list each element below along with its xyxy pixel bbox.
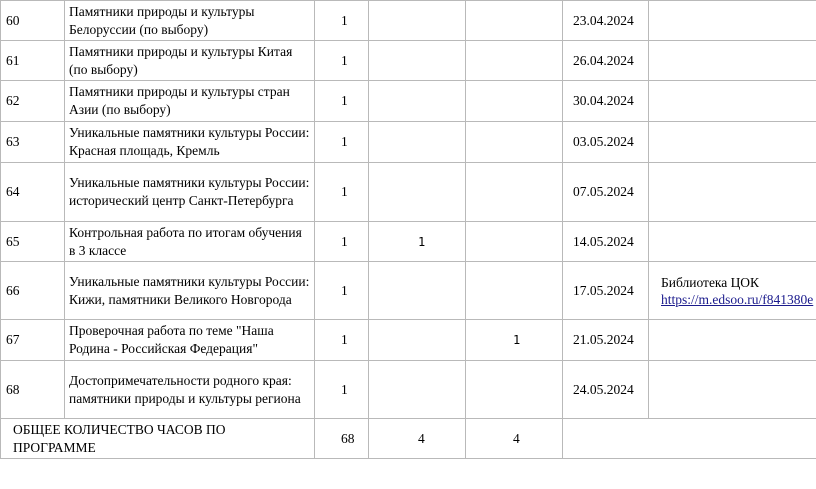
hours-cell: 1 — [315, 122, 369, 163]
hours-cell: 1 — [315, 41, 369, 81]
practical-work-cell — [466, 163, 563, 222]
lesson-number-cell: 60 — [1, 1, 65, 41]
table-row — [1, 320, 816, 361]
lesson-date-cell: 07.05.2024 — [563, 163, 649, 222]
table-body — [1, 1, 816, 459]
lesson-number-cell: 62 — [1, 81, 65, 122]
lesson-date-cell: 14.05.2024 — [563, 222, 649, 262]
total-empty-cell — [563, 419, 816, 459]
table-row — [1, 81, 816, 122]
hours-cell: 1 — [315, 81, 369, 122]
digital-resource-cell — [649, 320, 816, 361]
digital-resource-cell — [649, 1, 816, 41]
hours-cell: 1 — [315, 1, 369, 41]
lesson-date-cell: 03.05.2024 — [563, 122, 649, 163]
control-work-cell — [369, 262, 466, 320]
practical-work-cell — [466, 41, 563, 81]
lesson-date-cell: 17.05.2024 — [563, 262, 649, 320]
lesson-date-cell: 30.04.2024 — [563, 81, 649, 122]
digital-resource-cell — [649, 81, 816, 122]
digital-resource-cell — [649, 163, 816, 222]
hours-cell: 1 — [315, 320, 369, 361]
lesson-topic-cell: Уникальные памятники культуры России: исторический центр Санкт-Петербурга — [65, 163, 315, 222]
total-label: ОБЩЕЕ КОЛИЧЕСТВО ЧАСОВ ПО ПРОГРАММЕ — [1, 419, 315, 459]
practical-work-cell — [466, 122, 563, 163]
lesson-topic-cell: Достопримечательности родного края: памятники природы и культуры региона — [65, 361, 315, 419]
digital-resource-cell — [649, 222, 816, 262]
lesson-topic-cell: Уникальные памятники культуры России: Красная площадь, Кремль — [65, 122, 315, 163]
lesson-number-cell: 61 — [1, 41, 65, 81]
lesson-topic-cell: Контрольная работа по итогам обучения в 3 классе — [65, 222, 315, 262]
lesson-topic-cell: Памятники природы и культуры стран Азии (по выбору) — [65, 81, 315, 122]
lesson-date-cell: 21.05.2024 — [563, 320, 649, 361]
lesson-date-cell: 26.04.2024 — [563, 41, 649, 81]
digital-resource-cell — [649, 361, 816, 419]
total-row — [1, 419, 816, 459]
practical-work-cell — [466, 361, 563, 419]
lesson-topic-cell: Уникальные памятники культуры России: Кижи, памятники Великого Новгорода — [65, 262, 315, 320]
control-work-cell — [369, 163, 466, 222]
lesson-date-cell: 24.05.2024 — [563, 361, 649, 419]
hours-cell: 1 — [315, 222, 369, 262]
control-work-cell — [369, 361, 466, 419]
total-control-cell: 4 — [369, 419, 466, 459]
table-row — [1, 262, 816, 320]
hours-cell: 1 — [315, 262, 369, 320]
lesson-number-cell: 65 — [1, 222, 65, 262]
lesson-number-cell: 68 — [1, 361, 65, 419]
table-row — [1, 163, 816, 222]
control-work-cell: 1 — [369, 222, 466, 262]
control-work-cell — [369, 122, 466, 163]
control-work-cell — [369, 1, 466, 41]
lesson-topic-cell: Памятники природы и культуры Белоруссии (по выбору) — [65, 1, 315, 41]
resource-title: Библиотека ЦОК — [661, 274, 759, 290]
table-row — [1, 361, 816, 419]
lesson-number-cell: 67 — [1, 320, 65, 361]
hours-cell: 1 — [315, 163, 369, 222]
table-row — [1, 222, 816, 262]
table-row — [1, 122, 816, 163]
hours-cell: 1 — [315, 361, 369, 419]
practical-work-cell — [466, 1, 563, 41]
total-practical-cell: 4 — [466, 419, 563, 459]
control-work-cell — [369, 81, 466, 122]
resource-link[interactable]: https://m.edsoo.ru/f841380e — [661, 291, 814, 307]
practical-work-cell: 1 — [466, 320, 563, 361]
lesson-number-cell: 66 — [1, 262, 65, 320]
lesson-number-cell: 64 — [1, 163, 65, 222]
digital-resource-cell — [649, 122, 816, 163]
table-row — [1, 1, 816, 41]
practical-work-cell — [466, 222, 563, 262]
total-hours-cell: 68 — [315, 419, 369, 459]
practical-work-cell — [466, 262, 563, 320]
lesson-number-cell: 63 — [1, 122, 65, 163]
digital-resource-cell — [649, 41, 816, 81]
control-work-cell — [369, 320, 466, 361]
practical-work-cell — [466, 81, 563, 122]
control-work-cell — [369, 41, 466, 81]
lesson-topic-cell: Памятники природы и культуры Китая (по выбору) — [65, 41, 315, 81]
table-row — [1, 41, 816, 81]
lesson-date-cell: 23.04.2024 — [563, 1, 649, 41]
lesson-topic-cell: Проверочная работа по теме "Наша Родина - Российская Федерация" — [65, 320, 315, 361]
digital-resource-cell — [649, 262, 816, 320]
